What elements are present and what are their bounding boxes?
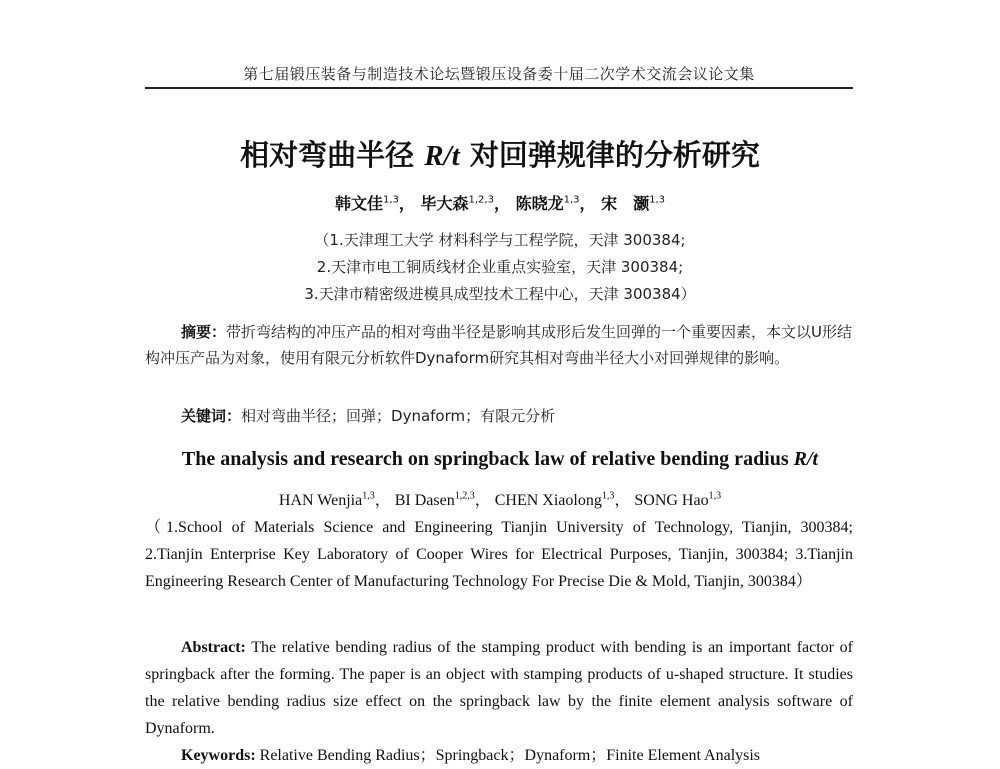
en-author <box>395 492 491 509</box>
en-keywords-label: Keywords: <box>181 747 256 764</box>
en-title-rt: R/t <box>793 448 819 470</box>
author-name: HAN Wenjia <box>278 492 363 509</box>
author-sup: 1,3 <box>601 490 615 502</box>
cn-authors <box>100 191 900 214</box>
author-sup: 1,2,3 <box>454 490 475 502</box>
cn-abstract-text: 带折弯结构的冲压产品的相对弯曲半径是影响其成形后发生回弹的一个重要因素，本文以U形结构冲压产品为对象，使用有限元分析软件Dynaform研究其相对弯曲半径大小对回弹规律的影响。 <box>145 323 852 367</box>
cn-keywords-label: 关键词： <box>181 407 242 425</box>
cn-title-rt: R/t <box>424 140 460 172</box>
author-name: 宋 灏 <box>601 194 650 213</box>
author-sep: ， <box>474 492 491 509</box>
author-sup: 1,3 <box>649 194 665 206</box>
en-title <box>100 448 900 471</box>
cn-author <box>516 194 596 213</box>
cn-keywords-text: 相对弯曲半径；回弹；Dynaform；有限元分析 <box>241 407 556 425</box>
en-author <box>279 492 391 509</box>
en-author <box>495 492 631 509</box>
en-abstract-text: The relative bending radius of the stamping product with bending is an important factor of springback after the forming. The paper is an object with stamping products of u-shaped structure. It studies the relative bending radius size effect on the springback law by the finite element analysis software of Dynaform. <box>145 639 853 737</box>
cn-title-pre: 相对弯曲半径 <box>240 138 425 172</box>
author-name: 韩文佳 <box>334 194 383 213</box>
cn-author <box>421 194 510 213</box>
cn-author <box>601 194 665 213</box>
cn-affiliation-1: （1.天津理工大学 材料科学与工程学院，天津 300384; <box>314 231 686 249</box>
en-author <box>634 492 721 509</box>
author-sep: ， <box>493 194 510 213</box>
author-name: BI Dasen <box>394 492 455 509</box>
running-head: 第七届锻压装备与制造技术论坛暨锻压设备委十届二次学术交流会议论文集 <box>243 65 755 83</box>
en-abstract-label: Abstract: <box>181 639 246 656</box>
en-title-pre: The analysis and research on springback law of relative bending radius <box>181 448 794 470</box>
author-sup: 1,2,3 <box>468 194 494 206</box>
en-abstract <box>145 634 853 742</box>
author-sup: 1,3 <box>563 194 580 206</box>
author-sup: 1,3 <box>383 194 399 206</box>
author-sep: ， <box>398 194 415 213</box>
cn-title <box>100 133 900 174</box>
en-authors <box>100 487 900 510</box>
author-name: 毕大森 <box>420 194 469 213</box>
author-sup: 1,3 <box>708 490 722 502</box>
cn-affiliation-3: 3.天津市精密级进模具成型技术工程中心，天津 300384） <box>304 285 696 303</box>
author-sep: ， <box>579 194 596 213</box>
cn-title-post: 对回弹规律的分析研究 <box>459 138 760 172</box>
author-sep: ， <box>614 492 631 509</box>
author-name: CHEN Xiaolong <box>494 492 602 509</box>
author-sep: ， <box>374 492 391 509</box>
en-keywords <box>181 742 853 769</box>
cn-abstract-label: 摘要： <box>181 323 227 341</box>
cn-affiliation-2: 2.天津市电工铜质线材企业重点实验室，天津 300384; <box>316 258 684 276</box>
author-sup: 1,3 <box>362 490 375 502</box>
author-name: SONG Hao <box>634 492 709 509</box>
cn-abstract <box>145 319 853 371</box>
en-keywords-text: Relative Bending Radius；Springback；Dynaform；Finite Element Analysis <box>255 747 761 764</box>
en-affiliations: （1.School of Materials Science and Engineering Tianjin University of Technology, Tianjin, 300384; 2.Tianjin Enterprise Key Laboratory of Cooper Wires for Electrical Purposes, Tianjin, 300384; 3.Tianjin Engineering Research Center of Manufacturing Technology For Precise Die & Mold, Tianjin, 300384） <box>145 519 853 590</box>
cn-keywords <box>145 403 853 429</box>
cn-author <box>335 194 415 213</box>
author-name: 陈晓龙 <box>515 194 564 213</box>
header-rule <box>145 87 853 89</box>
